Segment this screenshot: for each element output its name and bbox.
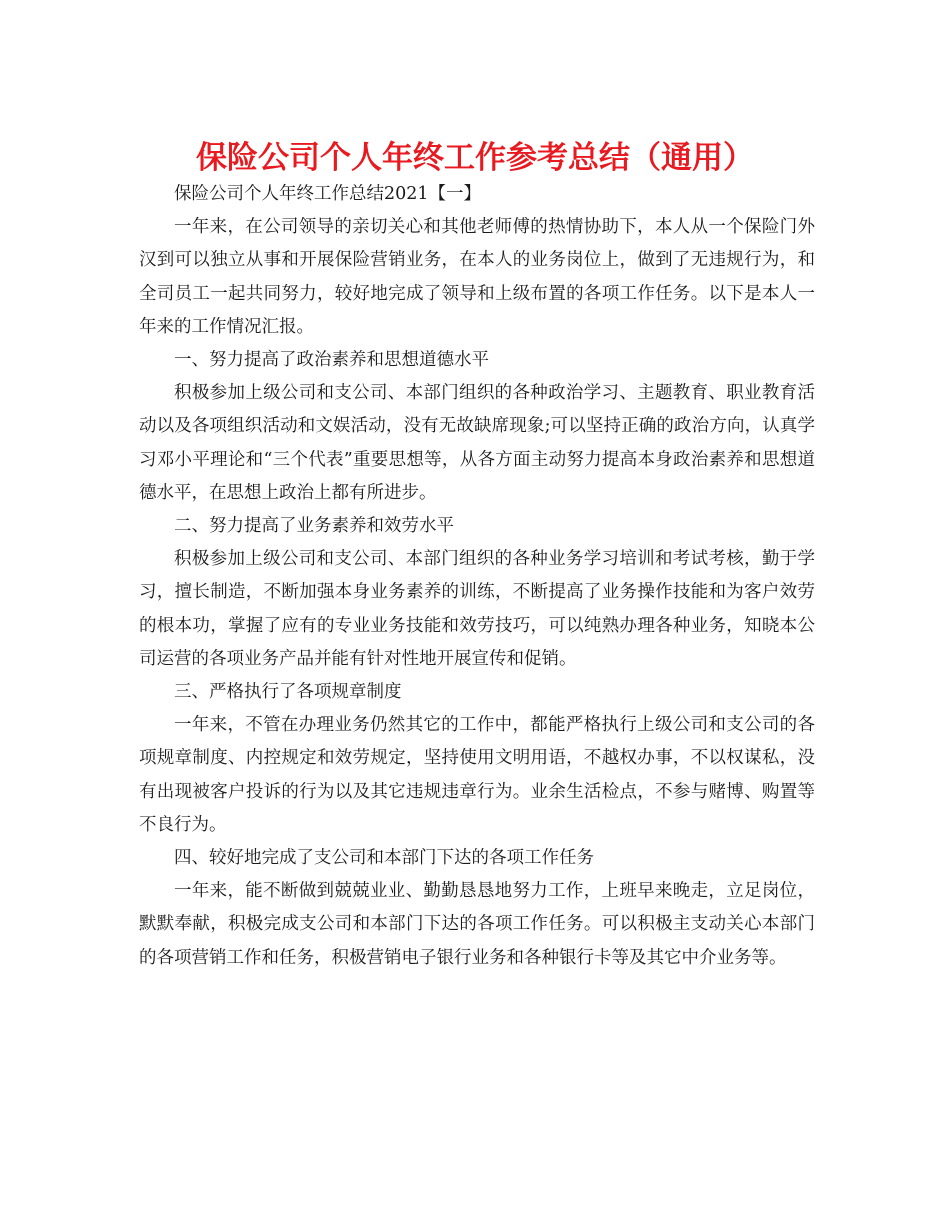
paragraph-intro: 一年来，在公司领导的亲切关心和其他老师傅的热情协助下，本人从一个保险门外汉到可以独立从事和开展保险营销业务，在本人的业务岗位上，做到了无违规行为，和全司员工一起共同努力，较好地完成了领导和上级布置的各项工作任务。以下是本人一年来的工作情况汇报。 — [139, 217, 815, 337]
section-heading-1: 一、努力提高了政治素养和思想道德水平 — [174, 350, 489, 371]
paragraph-section-3: 一年来，不管在办理业务仍然其它的工作中，都能严格执行上级公司和支公司的各项规章制度、内控规定和效劳规定，坚持使用文明用语，不越权办事，不以权谋私，没有出现被客户投诉的行为以及其它违规违章行为。业余生活检点，不参与赌博、购置等不良行为。 — [139, 715, 815, 835]
section-heading-3: 三、严格执行了各项规章制度 — [174, 682, 402, 703]
section-heading-4: 四、较好地完成了支公司和本部门下达的各项工作任务 — [174, 848, 594, 869]
paragraph-section-1: 积极参加上级公司和支公司、本部门组织的各种政治学习、主题教育、职业教育活动以及各项组织活动和文娱活动，没有无故缺席现象;可以坚持正确的政治方向，认真学习邓小平理论和“三个代表”重要思想等，从各方面主动努力提高本身政治素养和思想道德水平，在思想上政治上都有所进步。 — [139, 383, 815, 503]
paragraph-section-2: 积极参加上级公司和支公司、本部门组织的各种业务学习培训和考试考核，勤于学习，擅长制造，不断加强本身业务素养的训练，不断提高了业务操作技能和为客户效劳的根本功，掌握了应有的专业业务技能和效劳技巧，可以纯熟办理各种业务，知晓本公司运营的各项业务产品并能有针对性地开展宣传和促销。 — [139, 549, 815, 669]
document-title: 保险公司个人年终工作参考总结（通用） — [196, 140, 754, 176]
paragraph-section-4: 一年来，能不断做到兢兢业业、勤勤恳恳地努力工作，上班早来晚走，立足岗位，默默奉献，积极完成支公司和本部门下达的各项工作任务。可以积极主支动关心本部门的各项营销工作和任务，积极营销电子银行业务和各种银行卡等及其它中介业务等。 — [139, 881, 815, 968]
section-subtitle: 保险公司个人年终工作总结2021【一】 — [174, 184, 482, 204]
section-heading-2: 二、努力提高了业务素养和效劳水平 — [174, 516, 454, 537]
document-body — [139, 178, 815, 975]
